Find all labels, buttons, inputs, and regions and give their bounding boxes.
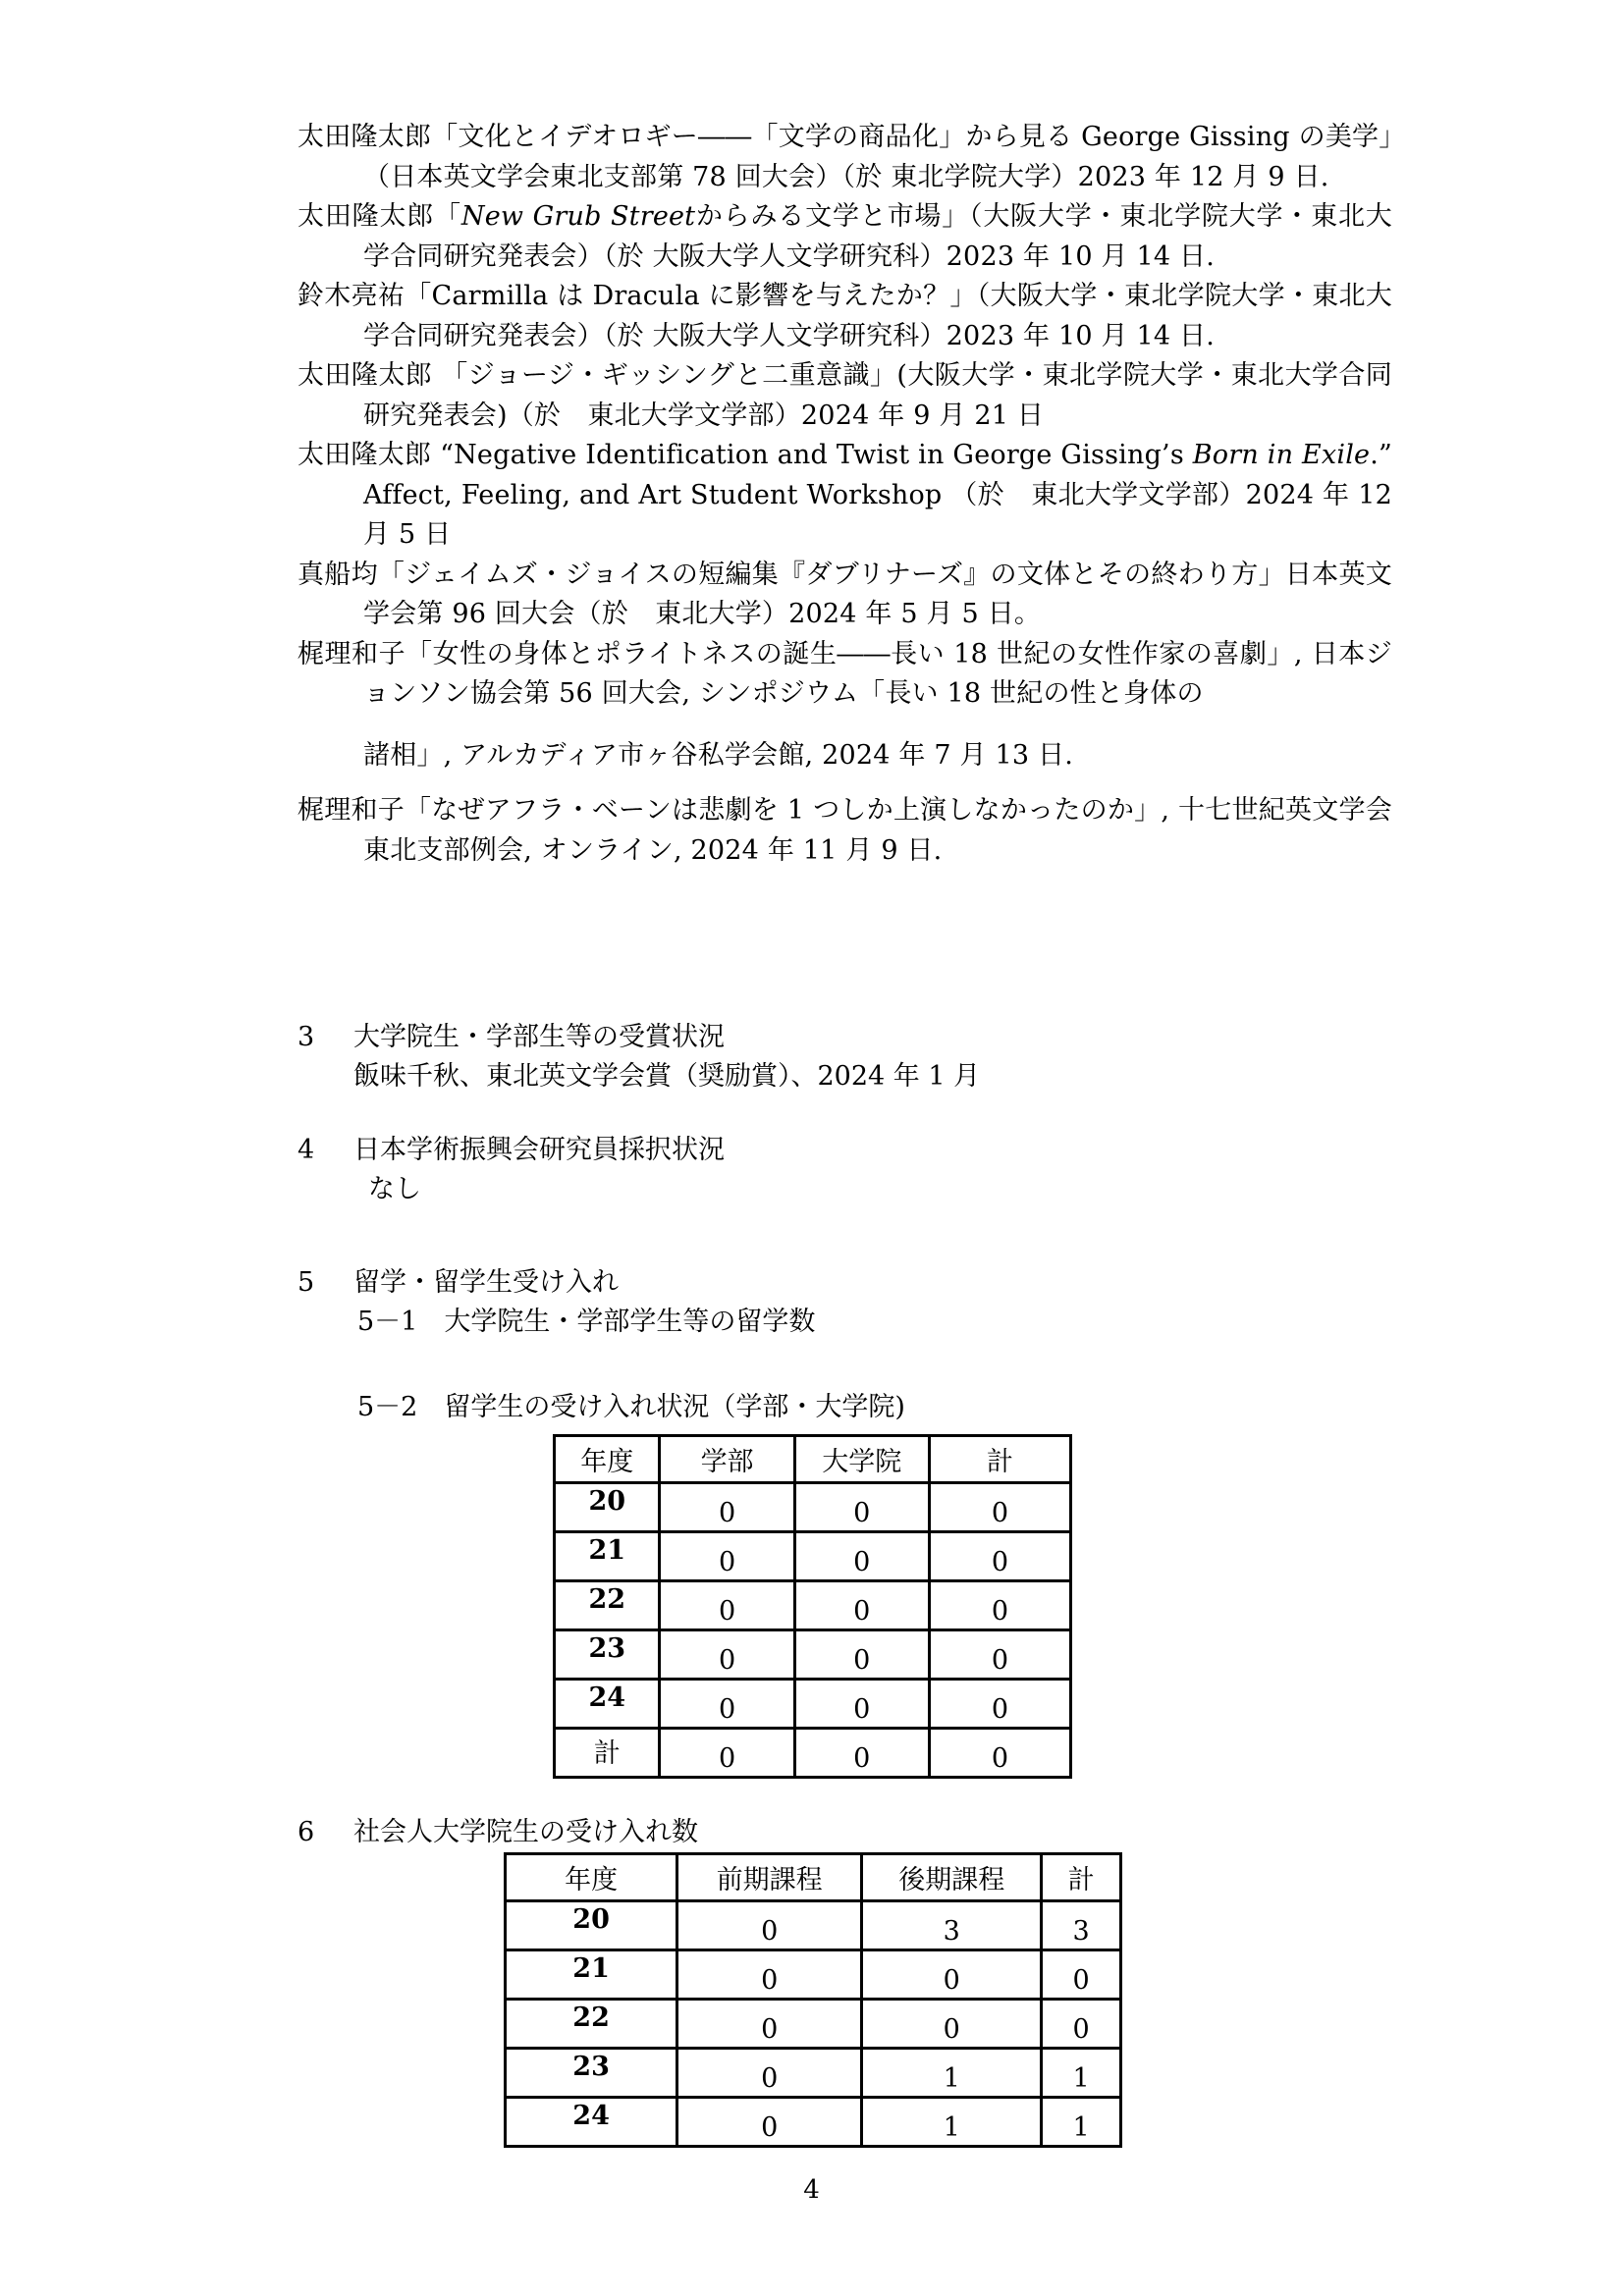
table-row bbox=[506, 1901, 1121, 1950]
table-cell: 1 bbox=[1042, 2098, 1121, 2147]
table-cell: 0 bbox=[660, 1729, 794, 1778]
year-cell: 20 bbox=[555, 1483, 660, 1532]
table-cell: 0 bbox=[794, 1532, 929, 1581]
table-cell: 1 bbox=[862, 2098, 1042, 2147]
reference-entry: 梶理和子「なぜアフラ・ベーンは悲劇を 1 つしか上演しなかったのか」, 十七世紀英文学会東北支部例会, オンライン, 2024 年 11 月 9 日. bbox=[298, 795, 1392, 866]
table-cell: 0 bbox=[677, 2098, 862, 2147]
reference-entry: 太田隆太郎「文化とイデオロギー――「文学の商品化」から見る George Gissing の美学」（日本英文学会東北支部第 78 回大会）（於 東北学院大学）2023 年 12 月 9 日. bbox=[298, 122, 1392, 192]
table-cell: 0 bbox=[660, 1630, 794, 1680]
table-cell: 0 bbox=[794, 1630, 929, 1680]
italic-title: Born in Exile bbox=[1192, 440, 1371, 470]
year-cell: 22 bbox=[506, 2000, 677, 2049]
page-number: 4 bbox=[803, 2175, 820, 2205]
table-cell: 0 bbox=[794, 1680, 929, 1729]
reference-entry: 太田隆太郎 「ジョージ・ギッシングと二重意識」(大阪大学・東北学院大学・東北大学合同研究発表会)（於 東北大学文学部）2024 年 9 月 21 日 bbox=[298, 360, 1392, 431]
table-row bbox=[506, 1950, 1121, 2000]
international-students-table bbox=[553, 1434, 1072, 1779]
table-cell: 0 bbox=[929, 1581, 1070, 1630]
table-row bbox=[555, 1483, 1071, 1532]
year-cell: 24 bbox=[555, 1680, 660, 1729]
year-cell: 22 bbox=[555, 1581, 660, 1630]
table-header-row bbox=[506, 1854, 1121, 1901]
table-cell: 0 bbox=[794, 1729, 929, 1778]
table-cell: 0 bbox=[677, 1950, 862, 2000]
table-row bbox=[555, 1532, 1071, 1581]
table-row bbox=[555, 1680, 1071, 1729]
table-cell: 0 bbox=[929, 1680, 1070, 1729]
table-cell: 0 bbox=[929, 1483, 1070, 1532]
table-row bbox=[506, 2098, 1121, 2147]
table-cell: 0 bbox=[660, 1581, 794, 1630]
table-cell: 1 bbox=[1042, 2049, 1121, 2098]
table-cell: 0 bbox=[677, 2049, 862, 2098]
table-cell: 0 bbox=[862, 2000, 1042, 2049]
reference-entry: 太田隆太郎 “Negative Identification and Twist in George Gissing’s Born in Exile.” Affect, Feeling, and Art Student Workshop （於 東北大学文学部）2024 年 12 月 5 日 bbox=[298, 440, 1392, 550]
table-cell: 0 bbox=[862, 1950, 1042, 2000]
table-total-row bbox=[555, 1729, 1071, 1778]
table-cell: 0 bbox=[929, 1729, 1070, 1778]
working-adult-students-table bbox=[504, 1852, 1122, 2148]
year-cell: 24 bbox=[506, 2098, 677, 2147]
reference-entry: 太田隆太郎「New Grub Streetからみる文学と市場」（大阪大学・東北学院大学・東北大学合同研究発表会）（於 大阪大学人文学研究科）2023 年 10 月 14 日. bbox=[298, 201, 1392, 272]
section-6-heading: 6 社会人大学院生の受け入れ数 bbox=[298, 1817, 698, 1847]
section-4-heading: 4 日本学術振興会研究員採択状況 bbox=[298, 1135, 725, 1165]
table-row bbox=[506, 2049, 1121, 2098]
table-cell: 0 bbox=[1042, 1950, 1121, 2000]
table-cell: 3 bbox=[862, 1901, 1042, 1950]
column-header: 後期課程 bbox=[862, 1854, 1042, 1901]
section-5-1-heading: 5－1 大学院生・学部学生等の留学数 bbox=[357, 1307, 816, 1337]
table-cell: 0 bbox=[794, 1483, 929, 1532]
table-cell: 0 bbox=[677, 2000, 862, 2049]
presentation-list bbox=[298, 118, 1392, 871]
table-cell: 0 bbox=[1042, 2000, 1121, 2049]
section-5-2-heading: 5－2 留学生の受け入れ状況（学部・大学院) bbox=[357, 1392, 905, 1422]
year-cell: 23 bbox=[555, 1630, 660, 1680]
table-cell: 0 bbox=[660, 1532, 794, 1581]
table-cell: 1 bbox=[862, 2049, 1042, 2098]
reference-entry: 梶理和子「女性の身体とポライトネスの誕生――長い 18 世紀の女性作家の喜劇」, 日本ジョンソン協会第 56 回大会, シンポジウム「長い 18 世紀の性と身体の 諸相」, アルカディア市ヶ谷私学会館, 2024 年 7 月 13 日. bbox=[298, 638, 1392, 771]
table-cell: 0 bbox=[677, 1901, 862, 1950]
table-cell: 0 bbox=[794, 1581, 929, 1630]
column-header: 計 bbox=[929, 1436, 1070, 1483]
table-cell: 0 bbox=[660, 1483, 794, 1532]
table-cell: 0 bbox=[929, 1532, 1070, 1581]
section-3-body: 飯味千秋、東北英文学会賞（奨励賞）、2024 年 1 月 bbox=[353, 1061, 981, 1092]
table-header-row bbox=[555, 1436, 1071, 1483]
table-cell: 3 bbox=[1042, 1901, 1121, 1950]
section-5-heading: 5 留学・留学生受け入れ bbox=[298, 1267, 619, 1298]
year-cell: 21 bbox=[555, 1532, 660, 1581]
table-row bbox=[555, 1630, 1071, 1680]
table-row bbox=[555, 1581, 1071, 1630]
table-cell: 0 bbox=[660, 1680, 794, 1729]
total-label-cell: 計 bbox=[555, 1729, 660, 1778]
column-header: 計 bbox=[1042, 1854, 1121, 1901]
column-header: 大学院 bbox=[794, 1436, 929, 1483]
table-row bbox=[506, 2000, 1121, 2049]
column-header: 年度 bbox=[555, 1436, 660, 1483]
italic-title: New Grub Street bbox=[460, 201, 696, 232]
year-cell: 21 bbox=[506, 1950, 677, 2000]
section-3-heading: 3 大学院生・学部生等の受賞状況 bbox=[298, 1022, 725, 1052]
year-cell: 20 bbox=[506, 1901, 677, 1950]
section-4-body: なし bbox=[368, 1174, 421, 1204]
reference-entry: 鈴木亮祐「Carmilla は Dracula に影響を与えたか？」（大阪大学・東北学院大学・東北大学合同研究発表会）（於 大阪大学人文学研究科）2023 年 10 月 14 日. bbox=[298, 281, 1392, 351]
table-cell: 0 bbox=[929, 1630, 1070, 1680]
column-header: 学部 bbox=[660, 1436, 794, 1483]
reference-entry: 真船均「ジェイムズ・ジョイスの短編集『ダブリナーズ』の文体とその終わり方」日本英文学会第 96 回大会（於 東北大学）2024 年 5 月 5 日。 bbox=[298, 559, 1392, 629]
year-cell: 23 bbox=[506, 2049, 677, 2098]
column-header: 前期課程 bbox=[677, 1854, 862, 1901]
column-header: 年度 bbox=[506, 1854, 677, 1901]
